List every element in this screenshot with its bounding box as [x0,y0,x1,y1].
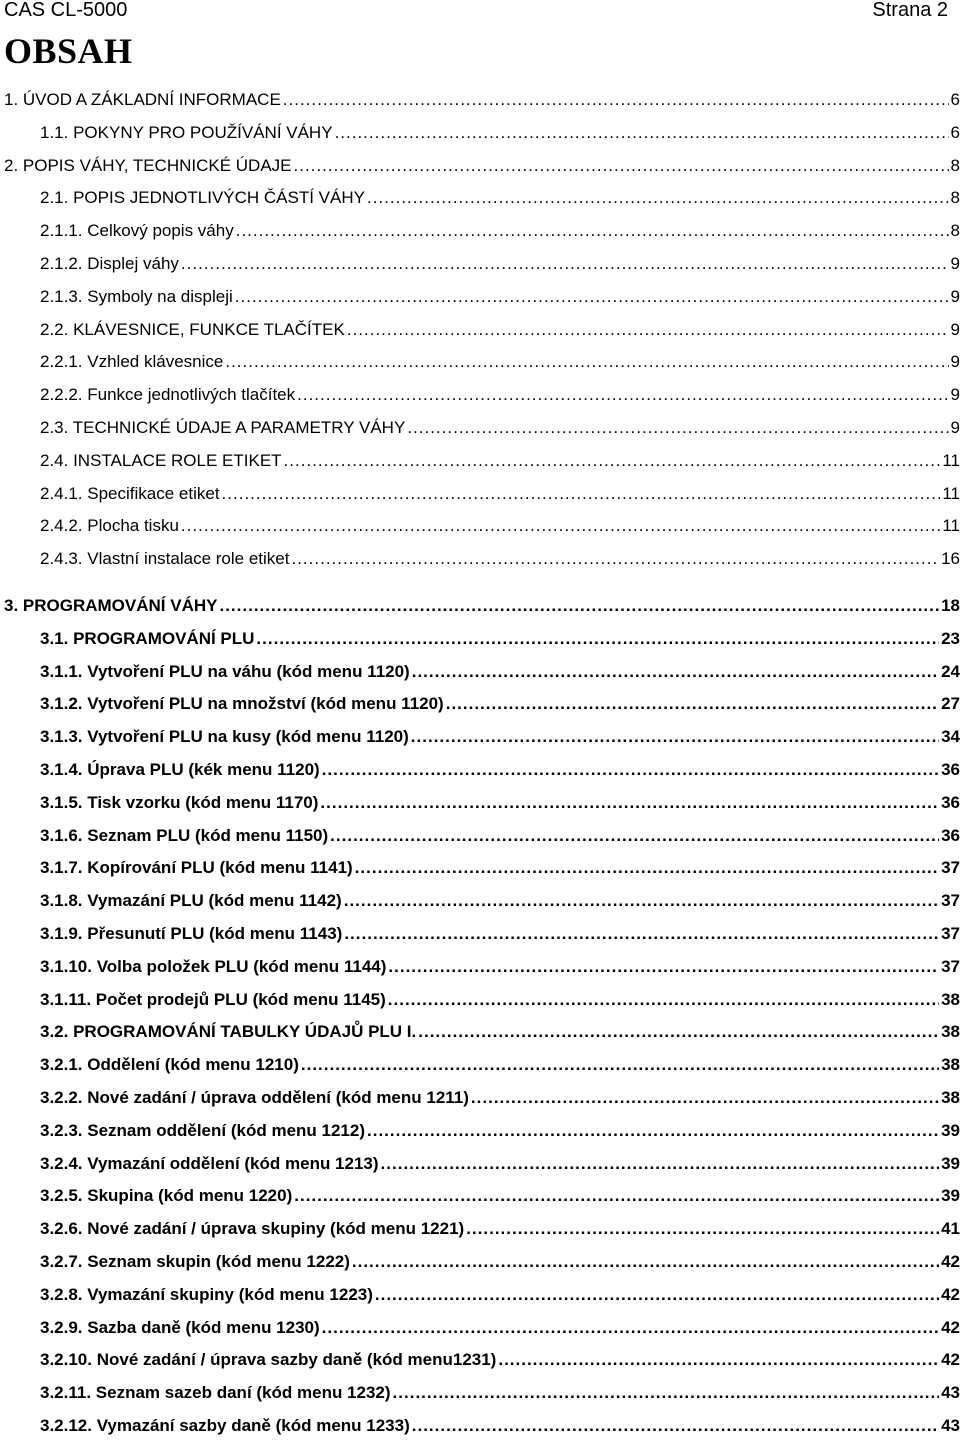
toc-entry-page: 42 [941,1252,960,1271]
toc-entry-page: 9 [950,254,960,273]
toc-entry-page: 9 [950,286,960,306]
toc-entry-title: 3.2. PROGRAMOVÁNÍ TABULKY ÚDAJŮ PLU I. [40,1022,417,1042]
toc-entry[interactable] [40,984,960,1016]
toc-entry-title: 2.1.1. Celkový popis váhy [40,221,234,241]
toc-entry[interactable] [40,1246,960,1278]
toc-entry-page: 6 [950,90,960,109]
dot-leader [407,418,948,438]
toc-entry-page: 37 [941,891,960,911]
toc-entry-title: 1.1. POKYNY PRO POUŽÍVÁNÍ VÁHY [40,122,333,142]
toc-entry-page: 39 [941,1153,960,1173]
toc-entry[interactable] [40,117,960,149]
toc-entry-page: 9 [950,385,960,405]
toc-entry-title: 3.2.5. Skupina (kód menu 1220) [40,1186,293,1206]
toc-entry[interactable] [40,182,960,214]
toc-entry-page: 11 [942,483,960,503]
dot-leader [411,727,939,747]
toc-entry-page: 9 [950,418,960,437]
toc-entry[interactable] [40,379,960,411]
toc-entry-page: 34 [941,727,960,747]
toc-entry-title: 3.2.4. Vymazání oddělení (kód menu 1213) [40,1153,379,1173]
toc-entry[interactable] [40,918,960,950]
toc-entry[interactable] [40,1279,960,1311]
dot-leader [388,957,939,977]
toc-entry-page: 41 [941,1219,960,1239]
toc-entry-page: 42 [941,1317,960,1337]
dot-leader [291,549,939,569]
toc-entry-page: 38 [941,1055,960,1075]
dot-leader [471,1088,939,1108]
toc-entry-page: 43 [941,1383,960,1403]
dot-leader [335,123,949,143]
toc-entry-page: 36 [941,825,960,845]
page-header [4,0,948,24]
toc-entry-title: 2.2.1. Vzhled klávesnice [40,352,224,372]
toc-entry[interactable] [40,820,960,852]
toc-entry-page: 37 [941,924,960,943]
toc-entry[interactable] [40,281,960,313]
toc-entry[interactable] [40,656,960,688]
toc-entry-page: 9 [950,319,960,339]
dot-leader [344,924,939,944]
dot-leader [225,352,948,372]
dot-leader [412,1416,939,1436]
toc-entry[interactable] [40,412,960,444]
toc-entry-page: 42 [941,1350,960,1370]
toc-entry[interactable] [40,346,960,378]
dot-leader [235,287,949,307]
toc-entry-title: 3. PROGRAMOVÁNÍ VÁHY [4,596,218,615]
toc-entry-title: 3.2.10. Nové zadání / úprava sazby daně (kód menu1231) [40,1350,497,1370]
toc-entry-title: 3.2.12. Vymazání sazby daně (kód menu 1233) [40,1416,410,1435]
toc-entry[interactable] [40,1148,960,1180]
toc-entry-title: 3.1.2. Vytvoření PLU na množství (kód menu 1120) [40,694,444,714]
toc-entry-title: 3.1.9. Přesunutí PLU (kód menu 1143) [40,924,343,943]
toc-entry[interactable] [4,84,960,116]
toc-entry-page: 11 [942,450,960,470]
toc-entry-page: 16 [941,549,960,569]
toc-entry-page: 39 [941,1120,960,1140]
toc-entry[interactable] [40,1312,960,1344]
toc-entry-page: 37 [941,956,960,976]
toc-entry-page: 43 [941,1416,960,1435]
toc-entry-title: 3.2.6. Nové zadání / úprava skupiny (kód menu 1221) [40,1219,465,1239]
toc-entry-page: 36 [941,792,960,812]
toc-entry-title: 2.4.1. Specifikace etiket [40,483,220,503]
toc-entry[interactable] [40,248,960,280]
dot-leader [283,90,949,110]
dot-leader [284,451,941,471]
dot-leader [367,188,949,208]
toc-entry[interactable] [40,1115,960,1147]
toc-entry-title: 3.1.3. Vytvoření PLU na kusy (kód menu 1120) [40,727,409,747]
dot-leader [322,1318,939,1338]
toc-entry[interactable] [40,885,960,917]
toc-entry[interactable] [40,1180,960,1212]
toc-entry[interactable] [40,721,960,753]
dot-leader [381,1154,940,1174]
toc-entry[interactable] [4,590,960,622]
toc-entry[interactable] [40,688,960,720]
toc-entry[interactable] [40,1049,960,1081]
toc-entry[interactable] [40,1377,960,1409]
dot-leader [347,320,949,340]
dot-leader [301,1055,939,1075]
document-name: CAS CL-5000 [4,0,128,21]
dot-leader [181,516,940,536]
toc-entry[interactable] [40,478,960,510]
dot-leader [236,221,949,241]
toc-entry-title: 3.1.8. Vymazání PLU (kód menu 1142) [40,891,342,911]
toc-entry-title: 2.4.3. Vlastní instalace role etiket [40,549,290,569]
dot-leader [412,662,939,682]
toc-entry-title: 3.2.1. Oddělení (kód menu 1210) [40,1055,299,1075]
dot-leader [446,694,939,714]
page-title: OBSAH [4,31,133,71]
toc-entry-page: 11 [942,516,960,536]
toc-entry-page: 8 [950,221,960,241]
toc-entry[interactable] [40,445,960,477]
toc-entry-page: 38 [941,1022,960,1042]
toc-entry-page: 18 [941,596,960,615]
toc-entry-title: 2.4.2. Plocha tisku [40,516,179,536]
toc-entry[interactable] [40,1344,960,1376]
toc-entry-title: 3.2.8. Vymazání skupiny (kód menu 1223) [40,1284,373,1304]
dot-leader [222,484,941,504]
toc-entry-title: 3.1.5. Tisk vzorku (kód menu 1170) [40,792,319,812]
toc-entry-title: 3.2.11. Seznam sazeb daní (kód menu 1232) [40,1383,391,1403]
toc-entry-title: 2.1.3. Symboly na displeji [40,286,233,306]
toc-entry-page: 9 [950,352,960,372]
toc-entry-page: 8 [950,155,960,175]
toc-entry-title: 2.2. KLÁVESNICE, FUNKCE TLAČÍTEK [40,319,345,339]
toc-entry-page: 8 [950,188,960,208]
toc-entry-title: 3.1.6. Seznam PLU (kód menu 1150) [40,825,329,845]
dot-leader [355,858,939,878]
dot-leader [297,385,948,405]
toc-entry-page: 23 [941,628,960,648]
toc-entry[interactable] [4,150,960,182]
toc-entry-title: 2.1. POPIS JEDNOTLIVÝCH ČÁSTÍ VÁHY [40,188,365,208]
toc-entry-page: 36 [941,760,960,779]
toc-entry-title: 2. POPIS VÁHY, TECHNICKÉ ÚDAJE [4,155,292,175]
dot-leader [294,1186,939,1206]
toc-entry-page: 39 [941,1186,960,1206]
dot-leader [352,1252,939,1272]
toc-entry-title: 3.1. PROGRAMOVÁNÍ PLU [40,628,255,648]
dot-leader [375,1285,939,1305]
toc-entry-page: 27 [941,694,960,714]
dot-leader [498,1350,939,1370]
dot-leader [256,629,939,649]
toc-entry[interactable] [40,215,960,247]
toc-entry-title: 2.2.2. Funkce jednotlivých tlačítek [40,385,296,405]
dot-leader [330,826,939,846]
dot-leader [466,1219,939,1239]
toc-entry-title: 3.1.7. Kopírování PLU (kód menu 1141) [40,858,353,878]
toc-entry-title: 3.1.10. Volba položek PLU (kód menu 1144) [40,956,387,976]
toc-entry-title: 3.2.3. Seznam oddělení (kód menu 1212) [40,1120,365,1140]
toc-entry[interactable] [40,510,960,542]
toc-entry-title: 3.1.11. Počet prodejů PLU (kód menu 1145) [40,989,386,1009]
dot-leader [294,156,949,176]
toc-entry[interactable] [40,314,960,346]
toc-entry-title: 3.2.7. Seznam skupin (kód menu 1222) [40,1252,350,1271]
dot-leader [393,1383,940,1403]
toc-entry-title: 1. ÚVOD A ZÁKLADNÍ INFORMACE [4,90,281,109]
toc-entry[interactable] [40,1213,960,1245]
dot-leader [344,891,939,911]
toc-entry[interactable] [40,1016,960,1048]
toc-entry[interactable] [40,951,960,983]
toc-entry[interactable] [40,754,960,786]
toc-entry[interactable] [40,852,960,884]
dot-leader [388,990,939,1010]
dot-leader [418,1022,939,1042]
dot-leader [181,254,949,274]
toc-entry[interactable] [40,1082,960,1114]
toc-entry-page: 38 [941,989,960,1009]
dot-leader [322,760,939,780]
toc-entry-title: 3.2.2. Nové zadání / úprava oddělení (kód menu 1211) [40,1088,469,1107]
toc-entry[interactable] [40,787,960,819]
dot-leader [219,596,939,616]
toc-entry-title: 2.3. TECHNICKÉ ÚDAJE A PARAMETRY VÁHY [40,418,406,437]
toc-entry-title: 3.2.9. Sazba daně (kód menu 1230) [40,1317,320,1337]
toc-entry[interactable] [40,623,960,655]
toc-entry-page: 6 [950,122,960,142]
toc-entry-page: 37 [941,858,960,878]
dot-leader [320,793,939,813]
toc-entry[interactable] [40,543,960,575]
toc-entry-page: 24 [941,661,960,681]
toc-entry-page: 38 [941,1088,960,1107]
toc-entry-title: 3.1.4. Úprava PLU (kék menu 1120) [40,760,320,779]
toc-entry-title: 2.1.2. Displej váhy [40,254,179,273]
page-number: Strana 2 [872,0,948,21]
toc-entry[interactable] [40,1410,960,1442]
toc-entry-page: 42 [941,1284,960,1304]
toc-entry-title: 2.4. INSTALACE ROLE ETIKET [40,450,282,470]
toc-entry-title: 3.1.1. Vytvoření PLU na váhu (kód menu 1120) [40,661,410,681]
dot-leader [367,1121,939,1141]
